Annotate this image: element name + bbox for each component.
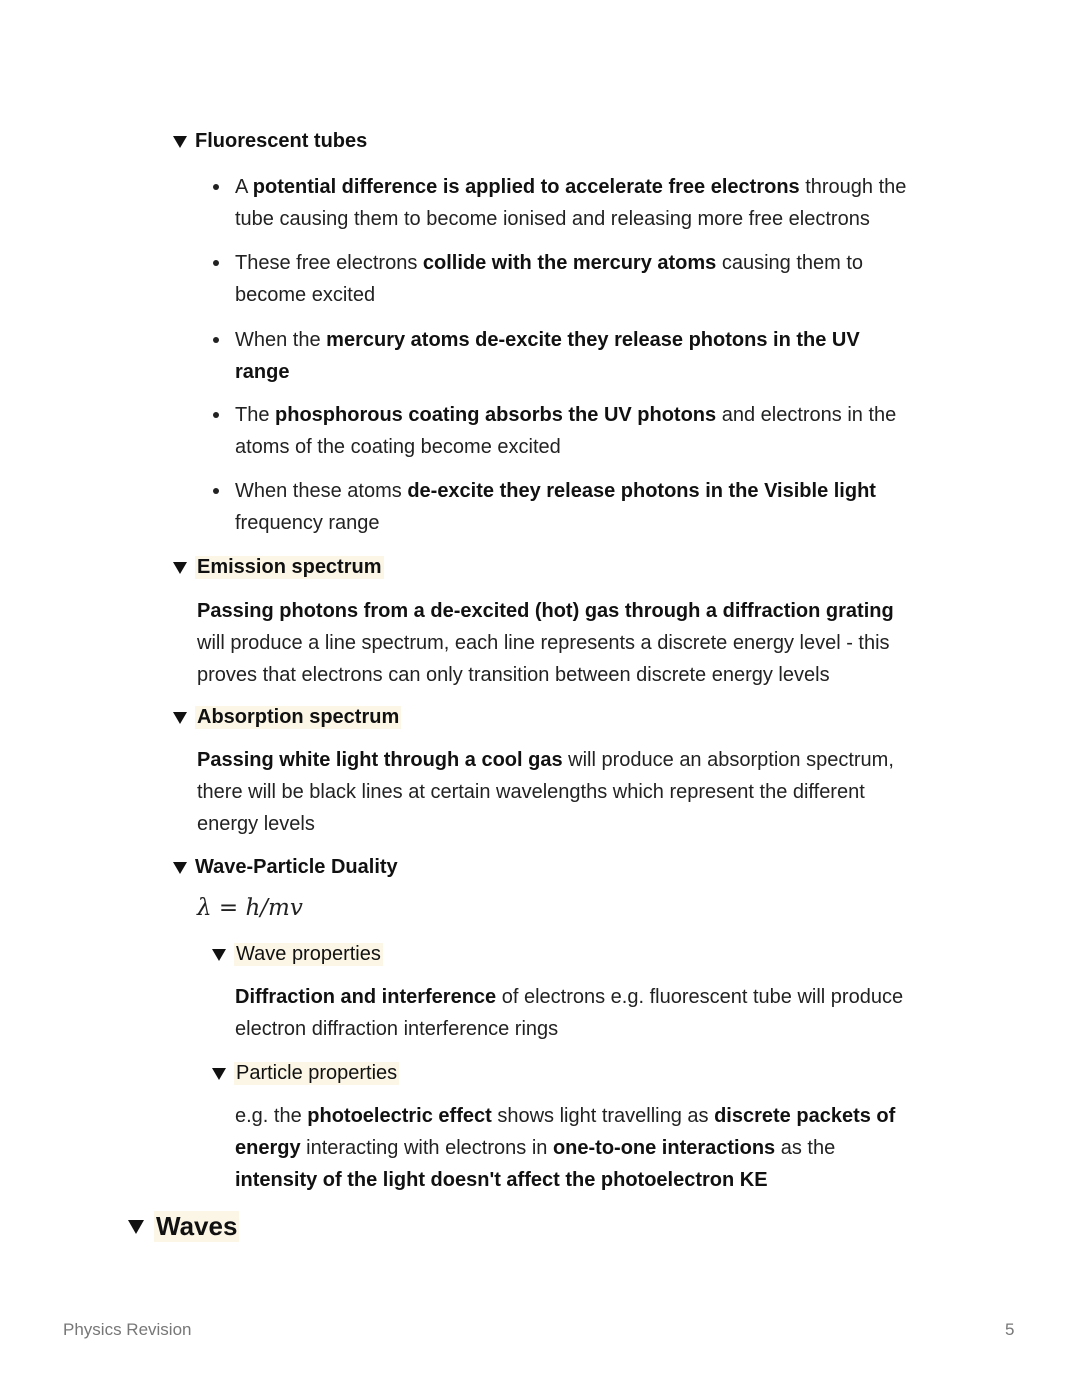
toggle-particle-properties[interactable] bbox=[212, 1062, 399, 1085]
text: causing them to bbox=[716, 252, 864, 274]
bold-text: collide with the mercury atoms bbox=[422, 252, 717, 274]
text: shows light travelling as bbox=[491, 1105, 715, 1127]
footer-document-title: Physics Revision bbox=[63, 1320, 192, 1339]
bold-text: intensity of the light doesn't affect the photoelectron KE bbox=[235, 1169, 768, 1191]
text: interacting with electrons in bbox=[300, 1137, 553, 1159]
section-title: Wave-Particle Duality bbox=[195, 856, 398, 878]
bullet-icon bbox=[213, 412, 219, 418]
text: e.g. the bbox=[235, 1105, 308, 1127]
paragraph bbox=[235, 981, 903, 1045]
text: through the bbox=[799, 176, 907, 198]
triangle-down-icon bbox=[173, 712, 187, 724]
text: there will be black lines at certain wavelengths which represent the different bbox=[197, 781, 865, 803]
bold-text: mercury atoms de-excite they release photons in the UV bbox=[326, 329, 860, 351]
section-title: Fluorescent tubes bbox=[195, 130, 368, 152]
subsection-title: Particle properties bbox=[236, 1062, 398, 1084]
toggle-wave-properties[interactable] bbox=[212, 943, 383, 966]
text: When the bbox=[235, 329, 327, 351]
bold-text: Passing white light through a cool gas bbox=[197, 749, 563, 771]
page-number: 5 bbox=[1005, 1320, 1015, 1339]
triangle-down-icon bbox=[173, 136, 187, 148]
triangle-down-icon bbox=[173, 562, 187, 574]
list-item bbox=[235, 324, 860, 388]
bold-text: Passing photons from a de-excited (hot) gas through a diffraction grating bbox=[197, 600, 894, 622]
list-item bbox=[235, 475, 876, 539]
text: tube causing them to become ionised and releasing more free electrons bbox=[235, 208, 870, 230]
bold-text: photoelectric effect bbox=[307, 1105, 492, 1127]
toggle-emission-spectrum[interactable] bbox=[173, 556, 384, 579]
toggle-waves[interactable] bbox=[128, 1211, 239, 1242]
bold-text: one-to-one interactions bbox=[552, 1137, 776, 1159]
text: frequency range bbox=[235, 512, 380, 534]
text: will produce a line spectrum, each line represents a discrete energy level - this bbox=[197, 632, 890, 654]
bullet-icon bbox=[213, 260, 219, 266]
text: When these atoms bbox=[235, 480, 408, 502]
bold-text: phosphorous coating absorbs the UV photons bbox=[275, 404, 717, 426]
bullet-icon bbox=[213, 488, 219, 494]
text: energy levels bbox=[197, 813, 315, 835]
text: will produce an absorption spectrum, bbox=[562, 749, 894, 771]
bold-text: discrete packets of bbox=[714, 1105, 896, 1127]
triangle-down-icon bbox=[173, 862, 187, 874]
subsection-title: Wave properties bbox=[236, 943, 381, 965]
text: electron diffraction interference rings bbox=[235, 1018, 559, 1040]
de-broglie-formula: λ = h/mv bbox=[197, 895, 303, 921]
text: become excited bbox=[235, 284, 376, 306]
list-item bbox=[235, 171, 906, 235]
text: A bbox=[235, 176, 253, 198]
text: of electrons e.g. fluorescent tube will produce bbox=[496, 986, 904, 1008]
paragraph bbox=[197, 744, 894, 840]
list-item bbox=[235, 247, 863, 311]
bold-text: energy bbox=[235, 1137, 301, 1159]
paragraph bbox=[235, 1100, 895, 1196]
section-title: Emission spectrum bbox=[197, 556, 382, 578]
paragraph bbox=[197, 595, 894, 691]
toggle-fluorescent-tubes[interactable] bbox=[173, 130, 367, 153]
bold-text: range bbox=[235, 361, 290, 383]
bold-text: Diffraction and interference bbox=[235, 986, 497, 1008]
bold-text: potential difference is applied to accelerate free electrons bbox=[252, 176, 800, 198]
heading: Waves bbox=[156, 1211, 238, 1241]
bold-text: de-excite they release photons in the Visible light bbox=[407, 480, 876, 502]
text: These free electrons bbox=[235, 252, 423, 274]
bullet-icon bbox=[213, 337, 219, 343]
text: atoms of the coating become excited bbox=[235, 436, 561, 458]
text: The bbox=[235, 404, 276, 426]
toggle-absorption-spectrum[interactable] bbox=[173, 706, 401, 729]
list-item bbox=[235, 399, 896, 463]
triangle-down-icon bbox=[212, 1068, 226, 1080]
text: and electrons in the bbox=[716, 404, 897, 426]
text: as the bbox=[775, 1137, 836, 1159]
triangle-down-icon bbox=[128, 1220, 144, 1234]
triangle-down-icon bbox=[212, 949, 226, 961]
bullet-icon bbox=[213, 184, 219, 190]
section-title: Absorption spectrum bbox=[197, 706, 400, 728]
text: proves that electrons can only transition between discrete energy levels bbox=[197, 664, 830, 686]
toggle-wave-particle-duality[interactable] bbox=[173, 856, 398, 879]
